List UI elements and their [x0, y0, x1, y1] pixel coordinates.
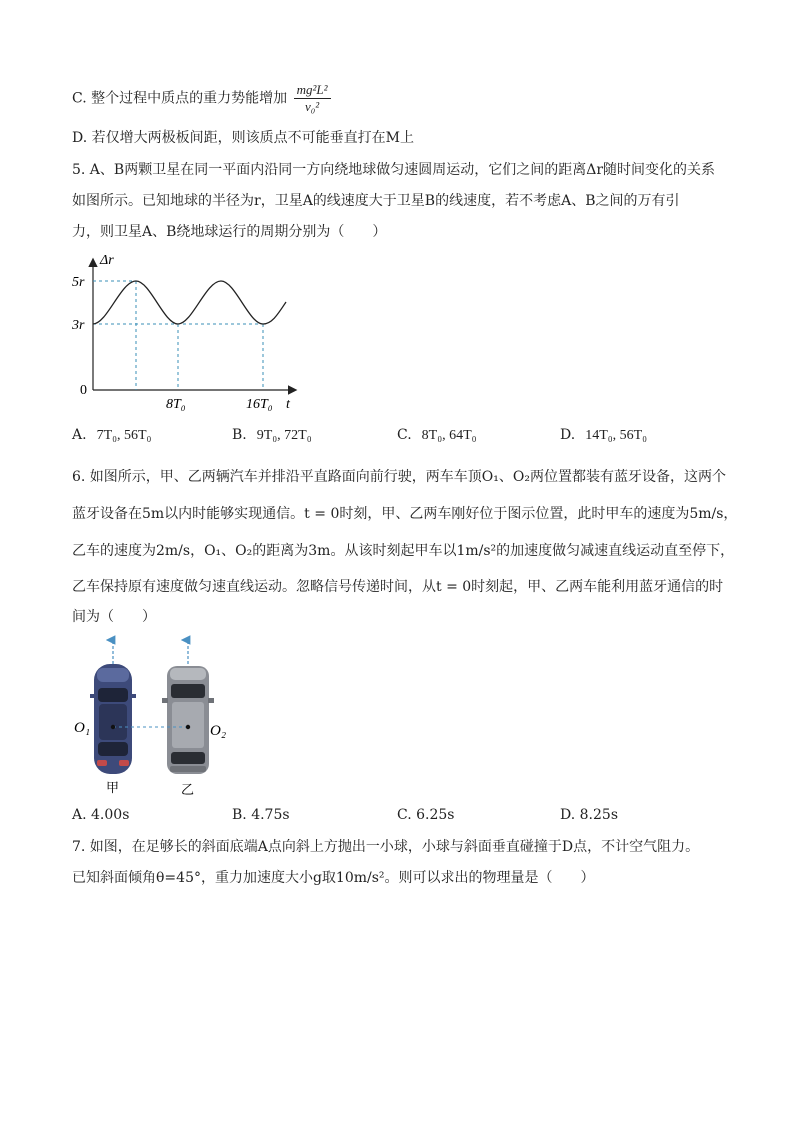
option-text: 7T₀, 56T₀	[96, 428, 152, 443]
o2-label: O₂	[210, 723, 227, 739]
q4-option-c	[72, 82, 331, 115]
q5-stem-line-2: 如图所示。已知地球的半径为r，卫星A的线速度大于卫星B的线速度，若不考虑A、B之间的万有引	[72, 193, 680, 209]
car-jia	[90, 664, 136, 774]
option-text: 6.25s	[416, 807, 455, 823]
q6-option-c[interactable]	[397, 805, 454, 825]
y-tick-5r: 5r	[72, 275, 85, 290]
distance-curve	[93, 281, 286, 324]
option-text: 14T₀, 56T₀	[585, 428, 648, 443]
q5-option-c[interactable]	[397, 425, 477, 446]
fraction-denominator: v₀²	[304, 99, 320, 114]
car-jia-label: 甲	[106, 780, 120, 795]
car-yi	[162, 666, 214, 774]
option-label: D.	[560, 427, 576, 443]
q6-option-a[interactable]	[72, 805, 129, 825]
option-text: 8.25s	[579, 807, 618, 823]
q5-option-b[interactable]	[232, 425, 312, 446]
x-tick-8T0: 8T₀	[166, 397, 186, 412]
q4-option-c-text: C. 整个过程中质点的重力势能增加	[72, 90, 288, 107]
fraction-numerator: mg²L²	[294, 82, 331, 99]
o1-point	[111, 725, 115, 729]
option-text: 4.00s	[91, 807, 130, 823]
option-label: B.	[232, 427, 247, 443]
q5-distance-time-graph	[70, 248, 310, 418]
q6-stem-line-4: 乙车保持原有速度做匀速直线运动。忽略信号传递时间，从t = 0时刻起，甲、乙两车能利用蓝牙通信的时	[72, 579, 724, 595]
option-text: 8T₀, 64T₀	[421, 428, 477, 443]
q5-stem-line-3: 力，则卫星A、B绕地球运行的周期分别为（ ）	[72, 224, 387, 240]
q4-option-c-fraction	[294, 82, 331, 115]
option-text: 9T₀, 72T₀	[256, 428, 312, 443]
x-axis-label: t	[286, 397, 290, 412]
q5-option-a[interactable]	[72, 425, 151, 446]
q6-stem-line-3: 乙车的速度为2m/s，O₁、O₂的距离为3m。从该时刻起甲车以1m/s²的加速度做匀减速直线运动直至停下，	[72, 543, 735, 559]
q6-option-b[interactable]	[232, 805, 290, 825]
q5-stem-line-1: 5. A、B两颗卫星在同一平面内沿同一方向绕地球做匀速圆周运动，它们之间的距离Δr随时间变化的关系	[72, 162, 716, 178]
x-tick-16T0: 16T₀	[246, 397, 273, 412]
q6-stem-line-1: 6. 如图所示，甲、乙两辆汽车并排沿平直路面向前行驶，两车车顶O₁、O₂两位置都装有蓝牙设备，这两个	[72, 469, 726, 485]
option-label: B.	[232, 807, 247, 823]
q7-stem-line-1: 7. 如图，在足够长的斜面底端A点向斜上方抛出一小球，小球与斜面垂直碰撞于D点，不计空气阻力。	[72, 839, 700, 855]
q6-option-d[interactable]	[560, 805, 618, 825]
q4-option-d: D. 若仅增大两极板间距，则该质点不可能垂直打在M上	[72, 130, 414, 146]
option-label: A.	[72, 427, 87, 443]
o1-label: O₁	[74, 720, 91, 736]
option-label: C.	[397, 427, 412, 443]
y-tick-3r: 3r	[72, 318, 85, 333]
q7-stem-line-2: 已知斜面倾角θ=45°，重力加速度大小g取10m/s²。则可以求出的物理量是（ ）	[72, 870, 595, 886]
option-label: C.	[397, 807, 412, 823]
q5-option-d[interactable]	[560, 425, 647, 446]
o2-point	[186, 725, 190, 729]
q6-stem-line-2: 蓝牙设备在5m以内时能够实现通信。t = 0时刻，甲、乙两车刚好位于图示位置，此时甲车的速度为5m/s，	[72, 506, 738, 522]
option-text: 4.75s	[251, 807, 290, 823]
q6-cars-figure	[70, 632, 250, 802]
y-axis-label: Δr	[100, 253, 114, 268]
option-label: D.	[560, 807, 576, 823]
origin-label: 0	[80, 383, 87, 398]
car-yi-label: 乙	[181, 782, 195, 797]
q6-stem-line-5: 间为（ ）	[72, 609, 156, 625]
option-label: A.	[72, 807, 87, 823]
